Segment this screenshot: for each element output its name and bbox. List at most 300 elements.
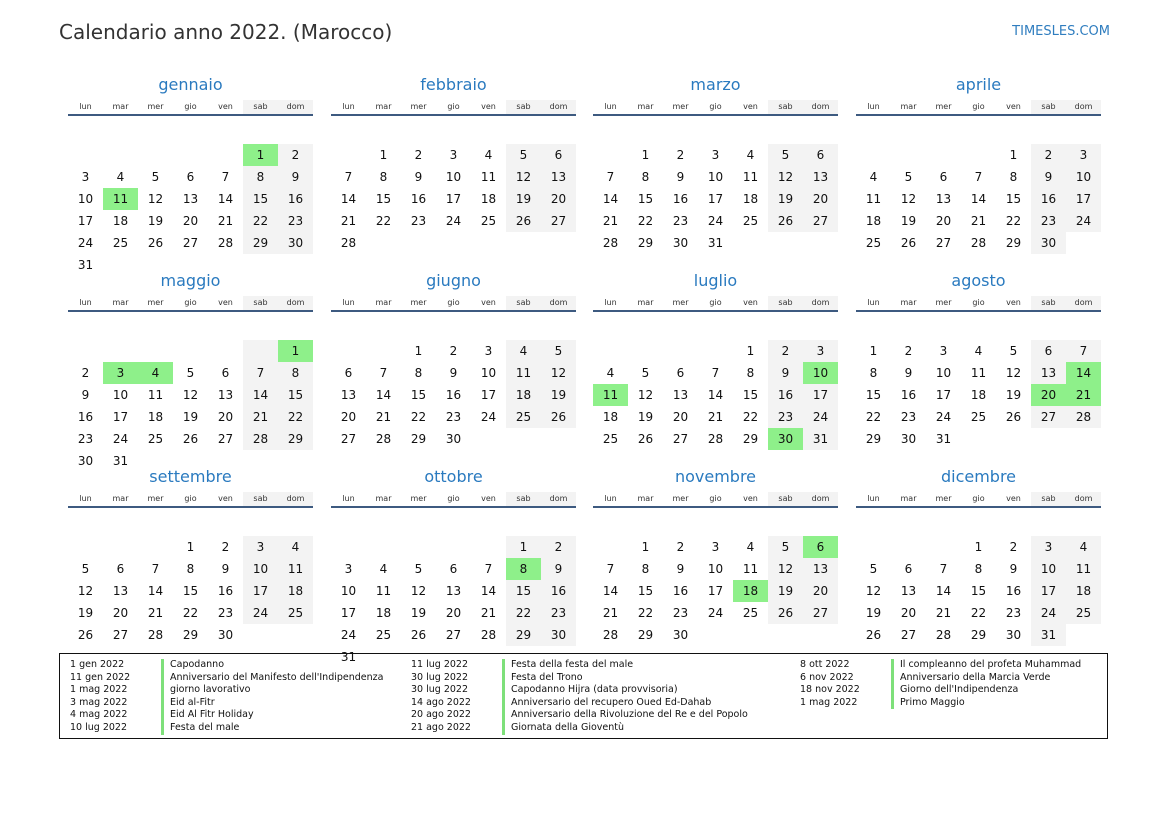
day-cell[interactable]: 7 — [711, 366, 720, 380]
day-cell[interactable]: 27 — [935, 236, 952, 250]
day-cell[interactable]: 27 — [803, 210, 838, 232]
day-cell[interactable]: 22 — [637, 214, 654, 228]
day-cell[interactable]: 28 — [217, 236, 234, 250]
day-cell[interactable]: 24 — [112, 432, 129, 446]
day-cell[interactable]: 12 — [865, 584, 882, 598]
day-cell[interactable]: 18 — [602, 410, 619, 424]
day-cell[interactable]: 10 — [77, 192, 94, 206]
day-cell[interactable]: 9 — [81, 388, 90, 402]
day-cell[interactable]: 12 — [506, 166, 541, 188]
day-cell[interactable]: 16 — [1005, 584, 1022, 598]
day-cell[interactable]: 27 — [541, 210, 576, 232]
day-cell[interactable]: 3 — [1031, 536, 1066, 558]
day-cell[interactable]: 9 — [676, 170, 685, 184]
day-cell[interactable]: 10 — [707, 170, 724, 184]
day-cell[interactable]: 15 — [970, 584, 987, 598]
day-cell[interactable]: 21 — [970, 214, 987, 228]
day-cell[interactable]: 17 — [480, 388, 497, 402]
day-cell[interactable]: 1 — [746, 344, 755, 358]
day-cell[interactable]: 16 — [410, 192, 427, 206]
day-cell[interactable]: 12 — [147, 192, 164, 206]
day-cell[interactable]: 21 — [935, 606, 952, 620]
day-cell[interactable]: 17 — [112, 410, 129, 424]
day-cell[interactable]: 22 — [970, 606, 987, 620]
day-cell[interactable]: 14 — [147, 584, 164, 598]
day-cell[interactable]: 11 — [970, 366, 987, 380]
day-cell[interactable]: 14 — [217, 192, 234, 206]
day-cell[interactable]: 6 — [803, 144, 838, 166]
day-cell[interactable]: 14 — [480, 584, 497, 598]
day-cell[interactable]: 4 — [506, 340, 541, 362]
day-cell[interactable]: 23 — [445, 410, 462, 424]
day-cell[interactable]: 8 — [1009, 170, 1018, 184]
day-cell[interactable]: 31 — [77, 258, 94, 272]
day-cell[interactable]: 21 — [217, 214, 234, 228]
day-cell[interactable]: 1 — [1009, 148, 1018, 162]
day-cell[interactable]: 18 — [1066, 580, 1101, 602]
day-cell[interactable]: 22 — [506, 602, 541, 624]
day-cell[interactable]: 8 — [278, 362, 313, 384]
day-cell[interactable]: 7 — [939, 562, 948, 576]
day-cell[interactable]: 21 — [602, 214, 619, 228]
day-cell[interactable]: 30 — [1005, 628, 1022, 642]
day-cell[interactable]: 19 — [147, 214, 164, 228]
day-cell[interactable]: 12 — [77, 584, 94, 598]
day-cell[interactable]: 4 — [746, 148, 755, 162]
day-cell[interactable]: 23 — [77, 432, 94, 446]
day-cell[interactable]: 17 — [707, 192, 724, 206]
day-cell[interactable]: 25 — [506, 406, 541, 428]
day-cell[interactable]: 20 — [217, 410, 234, 424]
day-cell[interactable]: 17 — [243, 580, 278, 602]
day-cell[interactable]: 12 — [182, 388, 199, 402]
day-cell[interactable]: 20 — [900, 606, 917, 620]
day-cell[interactable]: 12 — [541, 362, 576, 384]
day-cell[interactable]: 6 — [1031, 340, 1066, 362]
day-cell[interactable]: 26 — [768, 210, 803, 232]
day-cell[interactable]: 23 — [217, 606, 234, 620]
day-cell[interactable]: 14 — [707, 388, 724, 402]
day-cell[interactable]: 30 — [217, 628, 234, 642]
day-cell[interactable]: 10 — [480, 366, 497, 380]
day-cell[interactable]: 23 — [278, 210, 313, 232]
day-cell[interactable]: 11 — [742, 562, 759, 576]
holiday-day-cell[interactable]: 3 — [103, 362, 138, 384]
day-cell[interactable]: 2 — [1009, 540, 1018, 554]
day-cell[interactable]: 5 — [869, 562, 878, 576]
day-cell[interactable]: 20 — [803, 188, 838, 210]
day-cell[interactable]: 23 — [1031, 210, 1066, 232]
day-cell[interactable]: 1 — [414, 344, 423, 358]
day-cell[interactable]: 3 — [243, 536, 278, 558]
day-cell[interactable]: 29 — [278, 428, 313, 450]
day-cell[interactable]: 21 — [243, 406, 278, 428]
day-cell[interactable]: 12 — [768, 558, 803, 580]
day-cell[interactable]: 7 — [606, 170, 615, 184]
day-cell[interactable]: 26 — [182, 432, 199, 446]
day-cell[interactable]: 8 — [869, 366, 878, 380]
holiday-day-cell[interactable]: 20 — [1031, 384, 1066, 406]
day-cell[interactable]: 10 — [935, 366, 952, 380]
day-cell[interactable]: 25 — [742, 606, 759, 620]
day-cell[interactable]: 15 — [1005, 192, 1022, 206]
day-cell[interactable]: 12 — [900, 192, 917, 206]
holiday-day-cell[interactable]: 18 — [733, 580, 768, 602]
day-cell[interactable]: 25 — [865, 236, 882, 250]
day-cell[interactable]: 16 — [1031, 188, 1066, 210]
day-cell[interactable]: 4 — [974, 344, 983, 358]
day-cell[interactable]: 28 — [375, 432, 392, 446]
day-cell[interactable]: 9 — [449, 366, 458, 380]
day-cell[interactable]: 23 — [900, 410, 917, 424]
day-cell[interactable]: 31 — [340, 650, 357, 664]
day-cell[interactable]: 20 — [541, 188, 576, 210]
site-link[interactable]: TIMESLES.COM — [1012, 24, 1110, 39]
day-cell[interactable]: 30 — [77, 454, 94, 468]
day-cell[interactable]: 17 — [340, 606, 357, 620]
day-cell[interactable]: 29 — [410, 432, 427, 446]
day-cell[interactable]: 2 — [541, 536, 576, 558]
day-cell[interactable]: 13 — [1031, 362, 1066, 384]
day-cell[interactable]: 15 — [865, 388, 882, 402]
day-cell[interactable]: 24 — [445, 214, 462, 228]
day-cell[interactable]: 5 — [1009, 344, 1018, 358]
day-cell[interactable]: 2 — [278, 144, 313, 166]
day-cell[interactable]: 4 — [1066, 536, 1101, 558]
day-cell[interactable]: 20 — [803, 580, 838, 602]
day-cell[interactable]: 4 — [379, 562, 388, 576]
day-cell[interactable]: 30 — [1031, 232, 1066, 254]
day-cell[interactable]: 8 — [186, 562, 195, 576]
day-cell[interactable]: 3 — [803, 340, 838, 362]
day-cell[interactable]: 15 — [243, 188, 278, 210]
day-cell[interactable]: 1 — [641, 540, 650, 554]
day-cell[interactable]: 21 — [375, 410, 392, 424]
day-cell[interactable]: 29 — [506, 624, 541, 646]
day-cell[interactable]: 29 — [637, 628, 654, 642]
day-cell[interactable]: 28 — [707, 432, 724, 446]
day-cell[interactable]: 17 — [445, 192, 462, 206]
day-cell[interactable]: 30 — [445, 432, 462, 446]
day-cell[interactable]: 6 — [449, 562, 458, 576]
day-cell[interactable]: 24 — [707, 606, 724, 620]
day-cell[interactable]: 14 — [970, 192, 987, 206]
day-cell[interactable]: 3 — [484, 344, 493, 358]
day-cell[interactable]: 6 — [541, 144, 576, 166]
day-cell[interactable]: 1 — [869, 344, 878, 358]
day-cell[interactable]: 18 — [278, 580, 313, 602]
day-cell[interactable]: 1 — [641, 148, 650, 162]
holiday-day-cell[interactable]: 10 — [803, 362, 838, 384]
day-cell[interactable]: 20 — [445, 606, 462, 620]
day-cell[interactable]: 15 — [278, 384, 313, 406]
day-cell[interactable]: 12 — [1005, 366, 1022, 380]
day-cell[interactable]: 21 — [707, 410, 724, 424]
day-cell[interactable]: 27 — [1031, 406, 1066, 428]
day-cell[interactable]: 15 — [506, 580, 541, 602]
day-cell[interactable]: 5 — [506, 144, 541, 166]
day-cell[interactable]: 28 — [243, 428, 278, 450]
day-cell[interactable]: 28 — [340, 236, 357, 250]
day-cell[interactable]: 9 — [278, 166, 313, 188]
day-cell[interactable]: 10 — [1066, 166, 1101, 188]
day-cell[interactable]: 13 — [900, 584, 917, 598]
day-cell[interactable]: 30 — [672, 236, 689, 250]
day-cell[interactable]: 22 — [742, 410, 759, 424]
day-cell[interactable]: 22 — [182, 606, 199, 620]
day-cell[interactable]: 26 — [1005, 410, 1022, 424]
day-cell[interactable]: 3 — [344, 562, 353, 576]
day-cell[interactable]: 12 — [637, 388, 654, 402]
day-cell[interactable]: 4 — [869, 170, 878, 184]
day-cell[interactable]: 25 — [375, 628, 392, 642]
day-cell[interactable]: 2 — [1031, 144, 1066, 166]
day-cell[interactable]: 7 — [974, 170, 983, 184]
day-cell[interactable]: 11 — [865, 192, 882, 206]
day-cell[interactable]: 29 — [182, 628, 199, 642]
day-cell[interactable]: 13 — [340, 388, 357, 402]
day-cell[interactable]: 10 — [707, 562, 724, 576]
day-cell[interactable]: 19 — [77, 606, 94, 620]
day-cell[interactable]: 24 — [935, 410, 952, 424]
day-cell[interactable]: 25 — [742, 214, 759, 228]
day-cell[interactable]: 22 — [865, 410, 882, 424]
day-cell[interactable]: 3 — [711, 148, 720, 162]
day-cell[interactable]: 17 — [935, 388, 952, 402]
day-cell[interactable]: 9 — [768, 362, 803, 384]
day-cell[interactable]: 13 — [182, 192, 199, 206]
day-cell[interactable]: 10 — [243, 558, 278, 580]
day-cell[interactable]: 23 — [1005, 606, 1022, 620]
day-cell[interactable]: 14 — [375, 388, 392, 402]
day-cell[interactable]: 1 — [974, 540, 983, 554]
day-cell[interactable]: 8 — [974, 562, 983, 576]
day-cell[interactable]: 8 — [414, 366, 423, 380]
day-cell[interactable]: 24 — [1031, 602, 1066, 624]
day-cell[interactable]: 5 — [768, 536, 803, 558]
day-cell[interactable]: 2 — [676, 148, 685, 162]
day-cell[interactable]: 13 — [112, 584, 129, 598]
day-cell[interactable]: 22 — [637, 606, 654, 620]
day-cell[interactable]: 23 — [410, 214, 427, 228]
day-cell[interactable]: 10 — [1031, 558, 1066, 580]
day-cell[interactable]: 18 — [865, 214, 882, 228]
day-cell[interactable]: 14 — [935, 584, 952, 598]
day-cell[interactable]: 27 — [340, 432, 357, 446]
day-cell[interactable]: 17 — [1031, 580, 1066, 602]
day-cell[interactable]: 26 — [900, 236, 917, 250]
day-cell[interactable]: 21 — [602, 606, 619, 620]
day-cell[interactable]: 30 — [672, 628, 689, 642]
day-cell[interactable]: 27 — [182, 236, 199, 250]
day-cell[interactable]: 3 — [1066, 144, 1101, 166]
day-cell[interactable]: 9 — [676, 562, 685, 576]
day-cell[interactable]: 12 — [768, 166, 803, 188]
day-cell[interactable]: 31 — [935, 432, 952, 446]
day-cell[interactable]: 21 — [340, 214, 357, 228]
day-cell[interactable]: 7 — [1066, 340, 1101, 362]
day-cell[interactable]: 23 — [672, 214, 689, 228]
day-cell[interactable]: 8 — [379, 170, 388, 184]
day-cell[interactable]: 22 — [410, 410, 427, 424]
day-cell[interactable]: 15 — [637, 584, 654, 598]
day-cell[interactable]: 2 — [676, 540, 685, 554]
day-cell[interactable]: 9 — [541, 558, 576, 580]
day-cell[interactable]: 4 — [278, 536, 313, 558]
day-cell[interactable]: 9 — [221, 562, 230, 576]
day-cell[interactable]: 5 — [768, 144, 803, 166]
day-cell[interactable]: 3 — [449, 148, 458, 162]
day-cell[interactable]: 2 — [81, 366, 90, 380]
day-cell[interactable]: 8 — [746, 366, 755, 380]
day-cell[interactable]: 2 — [414, 148, 423, 162]
day-cell[interactable]: 10 — [112, 388, 129, 402]
day-cell[interactable]: 26 — [768, 602, 803, 624]
day-cell[interactable]: 16 — [77, 410, 94, 424]
day-cell[interactable]: 16 — [672, 192, 689, 206]
day-cell[interactable]: 11 — [375, 584, 392, 598]
day-cell[interactable]: 7 — [484, 562, 493, 576]
day-cell[interactable]: 4 — [746, 540, 755, 554]
day-cell[interactable]: 24 — [707, 214, 724, 228]
day-cell[interactable]: 1 — [186, 540, 195, 554]
day-cell[interactable]: 29 — [243, 232, 278, 254]
holiday-day-cell[interactable]: 6 — [803, 536, 838, 558]
day-cell[interactable]: 18 — [480, 192, 497, 206]
day-cell[interactable]: 20 — [112, 606, 129, 620]
holiday-day-cell[interactable]: 11 — [103, 188, 138, 210]
day-cell[interactable]: 29 — [865, 432, 882, 446]
day-cell[interactable]: 13 — [541, 166, 576, 188]
day-cell[interactable]: 2 — [449, 344, 458, 358]
day-cell[interactable]: 11 — [506, 362, 541, 384]
day-cell[interactable]: 24 — [243, 602, 278, 624]
day-cell[interactable]: 29 — [742, 432, 759, 446]
day-cell[interactable]: 9 — [904, 366, 913, 380]
day-cell[interactable]: 10 — [340, 584, 357, 598]
day-cell[interactable]: 6 — [116, 562, 125, 576]
day-cell[interactable]: 7 — [243, 362, 278, 384]
day-cell[interactable]: 28 — [970, 236, 987, 250]
day-cell[interactable]: 15 — [742, 388, 759, 402]
day-cell[interactable]: 30 — [278, 232, 313, 254]
holiday-day-cell[interactable]: 8 — [506, 558, 541, 580]
day-cell[interactable]: 4 — [484, 148, 493, 162]
day-cell[interactable]: 6 — [344, 366, 353, 380]
day-cell[interactable]: 31 — [112, 454, 129, 468]
day-cell[interactable]: 5 — [414, 562, 423, 576]
day-cell[interactable]: 23 — [672, 606, 689, 620]
day-cell[interactable]: 26 — [865, 628, 882, 642]
day-cell[interactable]: 28 — [480, 628, 497, 642]
holiday-day-cell[interactable]: 4 — [138, 362, 173, 384]
day-cell[interactable]: 5 — [186, 366, 195, 380]
day-cell[interactable]: 14 — [602, 584, 619, 598]
day-cell[interactable]: 26 — [637, 432, 654, 446]
day-cell[interactable]: 5 — [151, 170, 160, 184]
day-cell[interactable]: 22 — [375, 214, 392, 228]
day-cell[interactable]: 19 — [637, 410, 654, 424]
day-cell[interactable]: 3 — [81, 170, 90, 184]
holiday-day-cell[interactable]: 14 — [1066, 362, 1101, 384]
day-cell[interactable]: 9 — [1031, 166, 1066, 188]
day-cell[interactable]: 11 — [1066, 558, 1101, 580]
day-cell[interactable]: 26 — [77, 628, 94, 642]
day-cell[interactable]: 5 — [81, 562, 90, 576]
day-cell[interactable]: 3 — [939, 344, 948, 358]
day-cell[interactable]: 4 — [606, 366, 615, 380]
day-cell[interactable]: 18 — [970, 388, 987, 402]
day-cell[interactable]: 17 — [707, 584, 724, 598]
day-cell[interactable]: 22 — [243, 210, 278, 232]
day-cell[interactable]: 11 — [147, 388, 164, 402]
day-cell[interactable]: 19 — [506, 188, 541, 210]
day-cell[interactable]: 8 — [243, 166, 278, 188]
day-cell[interactable]: 25 — [112, 236, 129, 250]
day-cell[interactable]: 17 — [1066, 188, 1101, 210]
day-cell[interactable]: 15 — [375, 192, 392, 206]
day-cell[interactable]: 31 — [803, 428, 838, 450]
day-cell[interactable]: 14 — [602, 192, 619, 206]
day-cell[interactable]: 11 — [480, 170, 497, 184]
day-cell[interactable]: 15 — [182, 584, 199, 598]
day-cell[interactable]: 20 — [182, 214, 199, 228]
day-cell[interactable]: 6 — [904, 562, 913, 576]
day-cell[interactable]: 27 — [900, 628, 917, 642]
day-cell[interactable]: 1 — [379, 148, 388, 162]
day-cell[interactable]: 18 — [506, 384, 541, 406]
day-cell[interactable]: 28 — [1066, 406, 1101, 428]
day-cell[interactable]: 14 — [243, 384, 278, 406]
day-cell[interactable]: 16 — [217, 584, 234, 598]
day-cell[interactable]: 7 — [221, 170, 230, 184]
day-cell[interactable]: 3 — [711, 540, 720, 554]
day-cell[interactable]: 26 — [506, 210, 541, 232]
day-cell[interactable]: 24 — [803, 406, 838, 428]
day-cell[interactable]: 31 — [707, 236, 724, 250]
day-cell[interactable]: 22 — [278, 406, 313, 428]
day-cell[interactable]: 20 — [935, 214, 952, 228]
day-cell[interactable]: 9 — [414, 170, 423, 184]
day-cell[interactable]: 2 — [221, 540, 230, 554]
day-cell[interactable]: 12 — [410, 584, 427, 598]
day-cell[interactable]: 16 — [541, 580, 576, 602]
day-cell[interactable]: 19 — [1005, 388, 1022, 402]
day-cell[interactable]: 16 — [672, 584, 689, 598]
day-cell[interactable]: 6 — [676, 366, 685, 380]
holiday-day-cell[interactable]: 1 — [243, 144, 278, 166]
day-cell[interactable]: 28 — [147, 628, 164, 642]
day-cell[interactable]: 2 — [768, 340, 803, 362]
day-cell[interactable]: 19 — [410, 606, 427, 620]
day-cell[interactable]: 20 — [672, 410, 689, 424]
day-cell[interactable]: 17 — [77, 214, 94, 228]
day-cell[interactable]: 13 — [935, 192, 952, 206]
day-cell[interactable]: 6 — [186, 170, 195, 184]
day-cell[interactable]: 19 — [541, 384, 576, 406]
day-cell[interactable]: 2 — [904, 344, 913, 358]
day-cell[interactable]: 4 — [116, 170, 125, 184]
day-cell[interactable]: 25 — [278, 602, 313, 624]
day-cell[interactable]: 27 — [445, 628, 462, 642]
day-cell[interactable]: 5 — [541, 340, 576, 362]
day-cell[interactable]: 13 — [803, 166, 838, 188]
day-cell[interactable]: 16 — [278, 188, 313, 210]
day-cell[interactable]: 24 — [480, 410, 497, 424]
day-cell[interactable]: 31 — [1031, 624, 1066, 646]
day-cell[interactable]: 27 — [112, 628, 129, 642]
day-cell[interactable]: 11 — [742, 170, 759, 184]
